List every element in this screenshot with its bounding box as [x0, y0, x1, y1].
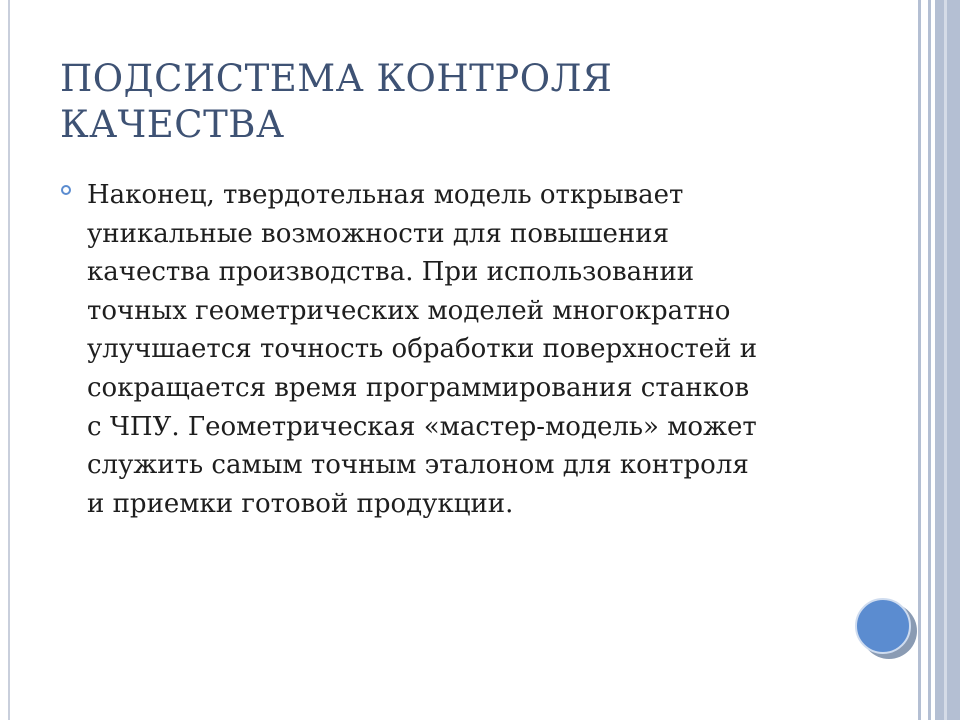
slide-title: ПОДСИСТЕМА КОНТРОЛЯ КАЧЕСТВА — [60, 57, 613, 146]
right-stripe-gap — [921, 0, 928, 720]
right-stripe-highlight — [944, 0, 947, 720]
decorative-circle-icon — [855, 598, 911, 654]
left-frame-line — [8, 0, 10, 720]
bullet-list — [60, 176, 880, 523]
right-stripe-band — [935, 0, 960, 720]
bullet-circle-icon — [61, 185, 71, 195]
bullet-text: Наконец, твердотельная модель открывает уникальные возможности для повышения качества производства. При использовании точных геометрических моделей многократно улучшается точность обработки поверхностей и сокращается время программирования станков с ЧПУ. Геометрическая «мастер-модель» может служить самым точным эталоном для контроля и приемки готовой продукции. — [87, 180, 758, 519]
